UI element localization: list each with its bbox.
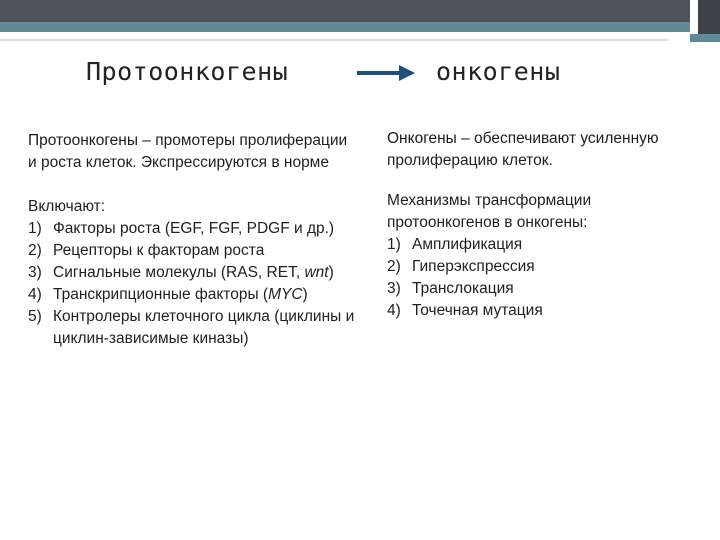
list-item: 2) Гиперэкспрессия <box>387 258 535 275</box>
header-corner-teal <box>690 34 720 42</box>
list-item: 4) Точечная мутация <box>387 302 543 319</box>
list-item: 2) Рецепторы к факторам роста <box>28 242 265 259</box>
right-column <box>387 128 707 322</box>
mechanisms-label: Механизмы трансформации протоонкогенов в онкогены: <box>387 192 592 231</box>
mechanisms-list <box>387 234 707 322</box>
list-item: 1) Факторы роста (EGF, FGF, PDGF и др.) <box>28 220 335 237</box>
list-item: 4) Транскрипционные факторы (MYC) <box>28 286 308 303</box>
title-oncogenes: онкогены <box>436 57 561 86</box>
list-item: 5) Контролеры клеточного цикла (циклины и циклин-зависимые киназы) <box>28 308 355 347</box>
header-divider <box>0 39 668 41</box>
definition-term: Протоонкогены <box>28 132 138 149</box>
definition-text: – промотеры пролиферации и роста клеток. Экспрессируются в норме <box>28 132 348 171</box>
header-band <box>0 0 720 26</box>
protooncogenes-definition <box>28 130 358 174</box>
oncogenes-definition <box>387 128 707 172</box>
header-band-teal <box>0 22 690 32</box>
list-item: 1) Амплификация <box>387 236 523 253</box>
header-corner-dark <box>698 0 720 34</box>
includes-list <box>28 218 358 350</box>
includes-label: Включают: <box>28 198 106 215</box>
definition-text: – обеспечивают усиленную пролиферацию клеток. <box>387 130 659 169</box>
list-item: 3) Транслокация <box>387 280 514 297</box>
definition-term: Онкогены <box>387 130 457 147</box>
right-arrow-icon <box>355 62 417 84</box>
left-column <box>28 130 358 350</box>
list-item: 3) Сигнальные молекулы (RAS, RET, wnt) <box>28 264 334 281</box>
title-protooncogenes: Протоонкогены <box>86 57 289 86</box>
